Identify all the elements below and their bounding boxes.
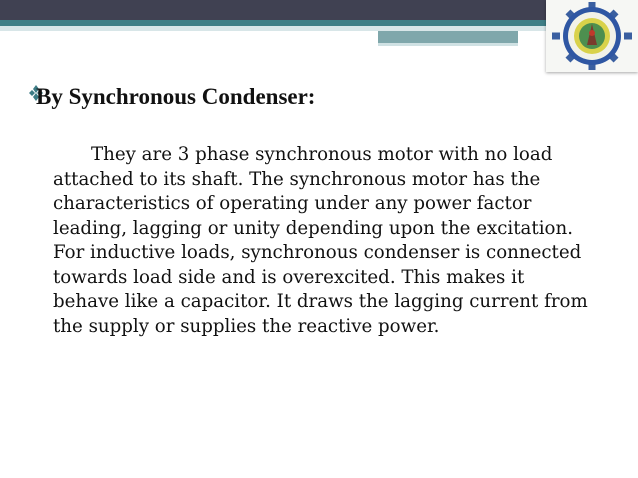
logo-frame [546, 0, 638, 72]
slide-body-text: They are 3 phase synchronous motor with no load attached to its shaft. The synchronous motor has the characteristics of operating under any power factor leading, lagging or unity depending upon the excitation. For inductive loads, synchronous condenser is connected towards load side and is overexcited. This makes it behave like a capacitor. It draws the lagging current from the supply or supplies the reactive power. [53, 144, 588, 337]
accent-block [378, 31, 518, 43]
top-banner [0, 0, 638, 20]
slide-heading: By Synchronous Condenser: [36, 84, 316, 109]
institution-logo-icon [551, 2, 633, 70]
accent-block-light [378, 43, 518, 46]
